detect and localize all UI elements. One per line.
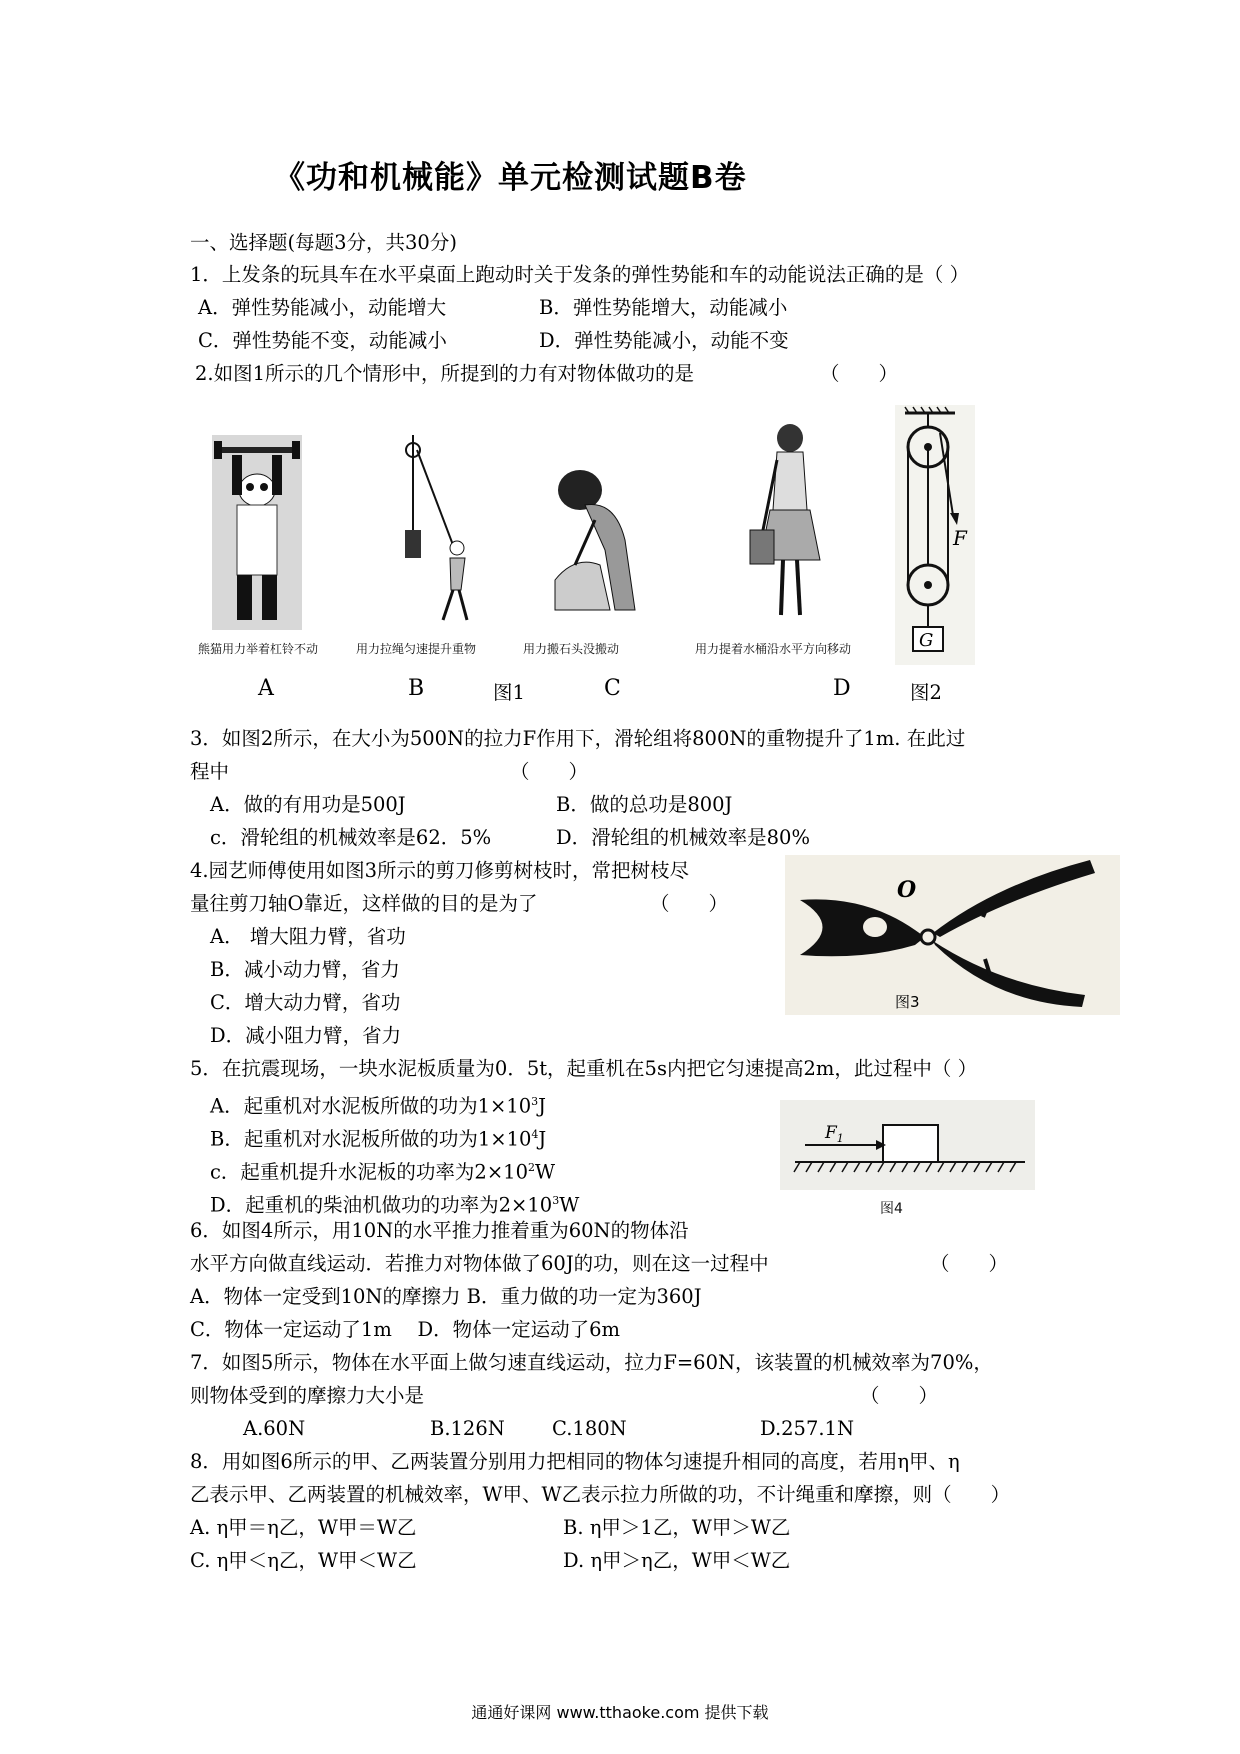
q6-options-cd: C．物体一定运动了1m D．物体一定运动了6m <box>190 1318 621 1341</box>
q1-option-d: D．弹性势能减小，动能不变 <box>539 329 789 352</box>
q8-option-d: D. η甲＞η乙，W甲＜W乙 <box>563 1549 791 1572</box>
figure2-force-label: F <box>953 526 967 550</box>
q4-stem-line2: 量往剪刀轴O靠近，这样做的目的是为了 <box>190 892 538 915</box>
figure4-name: 图4 <box>880 1201 903 1217</box>
q5-option-d: D．起重机的柴油机做功的功率为$2\times 10^3W$ <box>210 1193 580 1217</box>
q1-option-b: B．弹性势能增大，动能减小 <box>539 296 788 319</box>
figure4-force-label: $F_1$ <box>825 1123 844 1145</box>
figure1-caption-d: 用力提着水桶沿水平方向移动 <box>695 642 852 656</box>
q1-stem: 1．上发条的玩具车在水平桌面上跑动时关于发条的弹性势能和车的动能说法正确的是（ ） <box>190 263 970 286</box>
q7-stem-line1: 7．如图5所示，物体在水平面上做匀速直线运动，拉力F=60N，该装置的机械效率为70%， <box>190 1351 993 1374</box>
q7-option-a: A.60N <box>243 1417 306 1440</box>
q3-option-c: c．滑轮组的机械效率是62．5% <box>210 826 492 849</box>
figure1-caption-b: 用力拉绳匀速提升重物 <box>356 642 477 656</box>
figure1-caption-c: 用力搬石头没搬动 <box>523 642 620 656</box>
figure3-axis-label: O <box>897 877 917 903</box>
q7-stem-line2: 则物体受到的摩擦力大小是 <box>190 1384 425 1407</box>
figure1-name: 图1 <box>493 681 525 704</box>
q3-answer-paren: （ ） <box>510 760 589 783</box>
q3-stem-line2: 程中 <box>190 760 230 783</box>
q8-option-c: C. η甲＜η乙，W甲＜W乙 <box>190 1549 417 1572</box>
q6-stem-line2: 水平方向做直线运动．若推力对物体做了60J的功，则在这一过程中 <box>190 1252 769 1275</box>
figure2-weight-label: G <box>919 630 934 651</box>
q7-answer-paren: （ ） <box>860 1384 939 1407</box>
q4-answer-paren: （ ） <box>650 892 729 915</box>
figure1-a-panda-image <box>212 435 302 630</box>
q8-stem-line1: 8．用如图6所示的甲、乙两装置分别用力把相同的物体匀速提升相同的高度，若用η甲、η <box>190 1450 960 1473</box>
q3-stem-line1: 3．如图2所示，在大小为500N的拉力F作用下，滑轮组将800N的重物提升了1m. 在此过 <box>190 727 966 750</box>
figure1-caption-a: 熊猫用力举着杠铃不动 <box>198 642 319 656</box>
figure1-label-b: B <box>408 676 425 701</box>
figure2-name: 图2 <box>910 681 942 704</box>
q3-option-b: B．做的总功是800J <box>556 793 733 816</box>
q8-option-a: A. η甲＝η乙，W甲＝W乙 <box>190 1516 417 1539</box>
q3-option-a: A．做的有用功是500J <box>210 793 406 816</box>
q2-answer-paren: （ ） <box>820 362 899 385</box>
q3-option-d: D．滑轮组的机械效率是80% <box>556 826 810 849</box>
q7-option-d: D.257.1N <box>760 1417 855 1440</box>
q8-option-b: B. η甲＞1乙，W甲＞W乙 <box>563 1516 791 1539</box>
q6-stem-line1: 6．如图4所示，用10N的水平推力推着重为60N的物体沿 <box>190 1219 689 1242</box>
figure3-shears-diagram <box>785 855 1120 1015</box>
q4-option-c: C．增大动力臂，省功 <box>210 991 401 1014</box>
q4-option-d: D．减小阻力臂，省力 <box>210 1024 402 1047</box>
q7-option-b: B.126N <box>430 1417 505 1440</box>
figure1-label-c: C <box>604 676 621 701</box>
q7-option-c: C.180N <box>552 1417 627 1440</box>
q6-options-ab: A．物体一定受到10N的摩擦力 B．重力做的功一定为360J <box>190 1285 702 1308</box>
q5-option-a: A．起重机对水泥板所做的功为$1\times 10^3J$ <box>210 1094 546 1118</box>
figure1-b-pulley-image <box>395 430 485 630</box>
q5-option-c: c．起重机提升水泥板的功率为$2\times 10^2W$ <box>210 1160 556 1184</box>
figure1-label-d: D <box>833 676 851 701</box>
q1-option-a: A．弹性势能减小，动能增大 <box>198 296 447 319</box>
q5-option-b: B．起重机对水泥板所做的功为$1\times 10^4J$ <box>210 1127 547 1151</box>
figure1-c-lifting-stone-image <box>545 460 655 630</box>
figure4-block-diagram <box>780 1100 1035 1190</box>
q1-option-c: C．弹性势能不变，动能减小 <box>198 329 447 352</box>
q4-option-b: B．减小动力臂，省力 <box>210 958 400 981</box>
q8-stem-line2: 乙表示甲、乙两装置的机械效率，W甲、W乙表示拉力所做的功，不计绳重和摩擦，则（ ） <box>190 1483 1011 1506</box>
page-title: 《功和机械能》单元检测试题B卷 <box>274 160 747 196</box>
figure1-label-a: A <box>258 676 274 701</box>
section-heading: 一、选择题(每题3分，共30分) <box>190 231 457 254</box>
figure3-name: 图3 <box>895 993 920 1011</box>
q4-stem-line1: 4.园艺师傅使用如图3所示的剪刀修剪树枝时，常把树枝尽 <box>190 859 690 882</box>
figure1-d-bucket-image <box>745 420 835 630</box>
page-footer: 通通好课网 www.tthaoke.com 提供下载 <box>471 1703 769 1722</box>
q6-answer-paren: （ ） <box>930 1252 1009 1275</box>
q2-stem: 2.如图1所示的几个情形中，所提到的力有对物体做功的是 <box>195 362 695 385</box>
q5-stem: 5．在抗震现场，一块水泥板质量为0．5t，起重机在5s内把它匀速提高2m，此过程中（ ） <box>190 1057 978 1080</box>
q4-option-a: A． 增大阻力臂，省功 <box>210 925 406 948</box>
figure2-pulley-block-diagram <box>895 405 975 665</box>
